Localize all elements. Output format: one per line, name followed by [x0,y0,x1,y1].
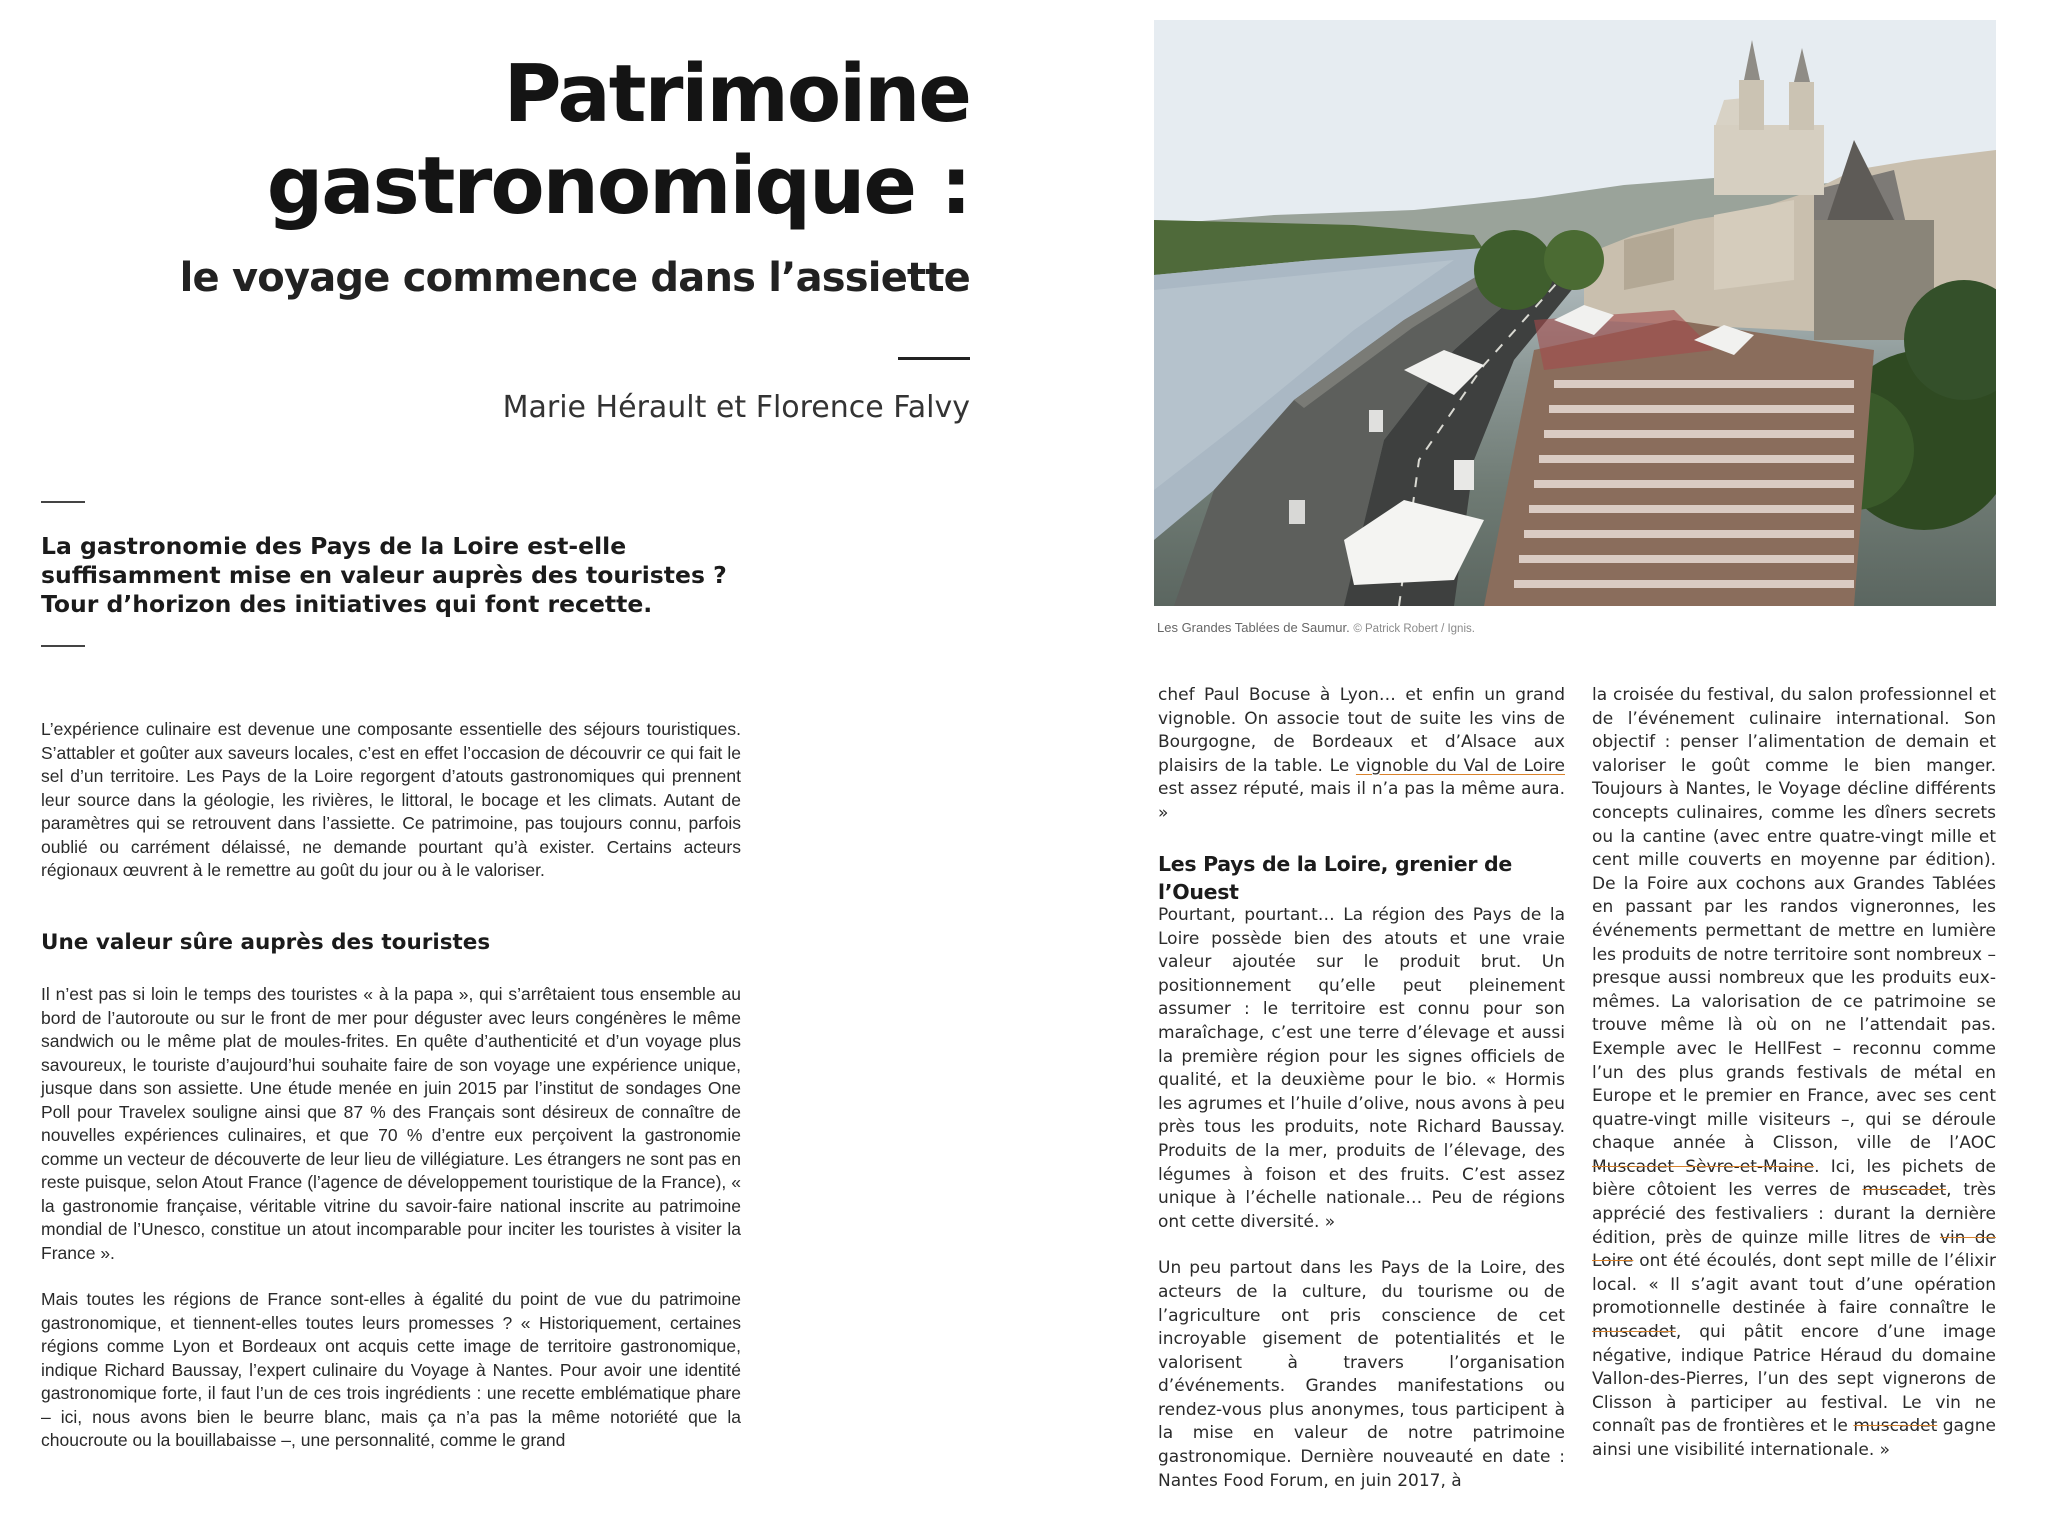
photo-credit: © Patrick Robert / Ignis. [1353,623,1475,635]
paragraph-3: Mais toutes les régions de France sont-elles à égalité du point de vue du patrimoine gastronomique, et tiennent-elles toutes leurs promesses ? « Historiquement, certaines régions comme Lyon et Bordeaux ont acquis cette image de territoire gastronomique, indique Richard Baussay, l’expert culinaire du Voyage à Nantes. Pour avoir une identité gastronomique forte, il faut l’un de ces trois ingrédients : une recette emblématique phare – ici, nous avons bien le beurre blanc, mais ça n’a pas la même notoriété que la choucroute ou la bouillabaisse –, une personnalité, comme le grand [41,1289,741,1450]
struck-term-2: muscadet [1862,1180,1947,1201]
mid-paragraph-2: Pourtant, pourtant… La région des Pays de la Loire possède bien des atouts et une vraie valeur ajoutée sur le produit brut. Un positionnement qu’elle peut pleinement assumer : le territoire est connu pour son maraîchage, c’est une terre d’élevage et aussi la première région pour les signes officiels de qualité, et la deuxième pour le bio. « Hormis les agrumes et l’huile d’olive, nous avons à peu près tous les produits, note Richard Baussay. Produits de la mer, produits de l’élevage, des légumes à foison et des fruits. C’est assez unique à l’échelle nationale… Peu de régions ont cette diversité. » [1158,905,1565,1232]
saumur-festival-photo [1154,20,1996,606]
subtitle: le voyage commence dans l’assiette [179,255,970,301]
paragraph-1: L’expérience culinaire est devenue une composante essentielle des séjours touristiques. S’attabler et goûter aux saveurs locales, c’est en effet l’occasion de découvrir ce qui fait le sel d’un territoire. Les Pays de la Loire regorgent d’atouts gastronomiques qui prennent leur source dans la géologie, les rivières, le littoral, le bocage et les climats. Autant de paramètres qui se retrouvent dans l’assiette. Ce patrimoine, pas toujours connu, parfois oublié ou carrément délaissé, ne demande pourtant qu’à exister. Certains acteurs régionaux œuvrent à le remettre au goût du jour ou à le valoriser. [41,719,741,880]
struck-term-4: muscadet [1592,1322,1676,1343]
mid-paragraph-3: Un peu partout dans les Pays de la Loire, des acteurs de la culture, du tourisme ou de l’agriculture ont pris conscience de cet incroyable gisement de potentialités et le valorisent à travers l’organisation d’événements. Grandes manifestations ou rendez-vous plus anonymes, tous participent à la mise en valeur de notre patrimoine gastronomique. Dernière nouveauté en date : Nantes Food Forum, en juin 2017, à [1158,1258,1565,1491]
struck-term-3: vin de Loire [1592,1227,1996,1272]
intro-rule-top [41,501,85,503]
right-column [1592,684,1996,1486]
intro-rule-bottom [41,645,85,647]
mid-para1-text-b: est assez réputé, mais il n’a pas la même aura. » [1158,779,1565,823]
title-line-2: gastronomique : [266,140,970,232]
title-line-1: Patrimoine [503,48,970,140]
right-text-b: . Ici, les pichets de bière côtoient les verres de [1592,1156,1996,1201]
right-paragraph [1592,684,1996,1463]
right-text-c: , très apprécié des festivaliers : durant la dernière édition, près de quinze mille litres de [1592,1180,1997,1248]
mid-para1-text-a: chef Paul Bocuse à Lyon… et enfin un grand vignoble. On associe tout de suite les vins de Bourgogne, de Bordeaux et d’Alsace aux plaisirs de la table. Le [1158,685,1565,776]
left-column-bottom [41,983,741,1476]
photo-illustration [1154,20,1996,606]
caption-text: Les Grandes Tablées de Saumur. [1157,620,1350,635]
right-text-e: , qui pâtit encore d’une image négative, indique Patrice Héraud du domaine Vallon-des-Pierres, l’un des sept vignerons de Clisson à participer au festival. Le vin ne connaît pas de frontières et le [1592,1322,1996,1437]
intro-chapo: La gastronomie des Pays de la Loire est-elle suffisamment mise en valeur auprès des touristes ? Tour d’horizon des initiatives qui font recette. [41,532,727,618]
section-heading-2: Les Pays de la Loire, grenier de l’Ouest [1158,852,1512,904]
title-divider [898,357,970,360]
middle-column-top [1158,684,1565,849]
struck-term-5: muscadet [1853,1416,1938,1437]
section-heading-1: Une valeur sûre auprès des touristes [41,930,491,955]
right-text-d: ont été écoulés, dont sept mille de l’élixir local. « Il s’agit avant tout d’une opération promotionnelle destinée à faire connaître le [1592,1251,1996,1319]
left-column-top [41,718,741,906]
authors: Marie Hérault et Florence Falvy [502,390,970,425]
underlined-term: vignoble du Val de Loire [1355,755,1565,776]
middle-column-bottom [1158,904,1565,1516]
mid-paragraph-1 [1158,684,1565,826]
paragraph-2: Il n’est pas si loin le temps des touristes « à la papa », qui s’arrêtaient tous ensemble au bord de l’autoroute ou sur le front de mer pour déguster avec leurs congénères le même sandwich ou le même plat de moules-frites. En quête d’authenticité et d’un voyage plus savoureux, le touriste d’aujourd’hui souhaite faire de son voyage une expérience unique, jusque dans son assiette. Une étude menée en juin 2015 par l’institut de sondages One Poll pour Travelex souligne ainsi que 87 % des Français sont désireux de connaître de nouvelles expériences culinaires, et que 70 % d’entre eux perçoivent la gastronomie comme un vecteur de découverte de leur lieu de villégiature. Les étrangers ne sont pas en reste puisque, selon Atout France (l’agence de développement touristique de la France), « la gastronomie française, véritable vitrine du savoir-faire national inscrite au patrimoine mondial de l’Unesco, constitue un atout incomparable pour inciter les touristes à visiter la France ». [41,984,741,1263]
photo-caption [1157,619,1997,638]
right-text-a: la croisée du festival, du salon professionnel et de l’événement culinaire international. Son objectif : penser l’alimentation de demain et valoriser le goût comme le bien manger. Toujours à Nantes, le Voyage décline différents concepts culinaires, comme les dîners secrets ou la cantine (avec entre quatre-vingt mille et cent mille couverts en moyenne par édition). De la Foire aux cochons aux Grandes Tablées en passant par les randos vigneronnes, les événements permettant de mettre en lumière les produits de notre territoire sont nombreux – presque aussi nombreux que les produits eux-mêmes. La valorisation de ce patrimoine se trouve même là où on ne l’attendait pas. Exemple avec le HellFest – reconnu comme l’un des plus grands festivals de métal en Europe et le premier en France, avec ses cent quatre-vingt mille visiteurs –, qui se déroule chaque année à Clisson, ville de l’AOC [1592,685,1996,1154]
right-text-f: gagne ainsi une visibilité internationale. » [1592,1416,1996,1460]
struck-term-1: Muscadet Sèvre-et-Maine [1592,1156,1815,1177]
